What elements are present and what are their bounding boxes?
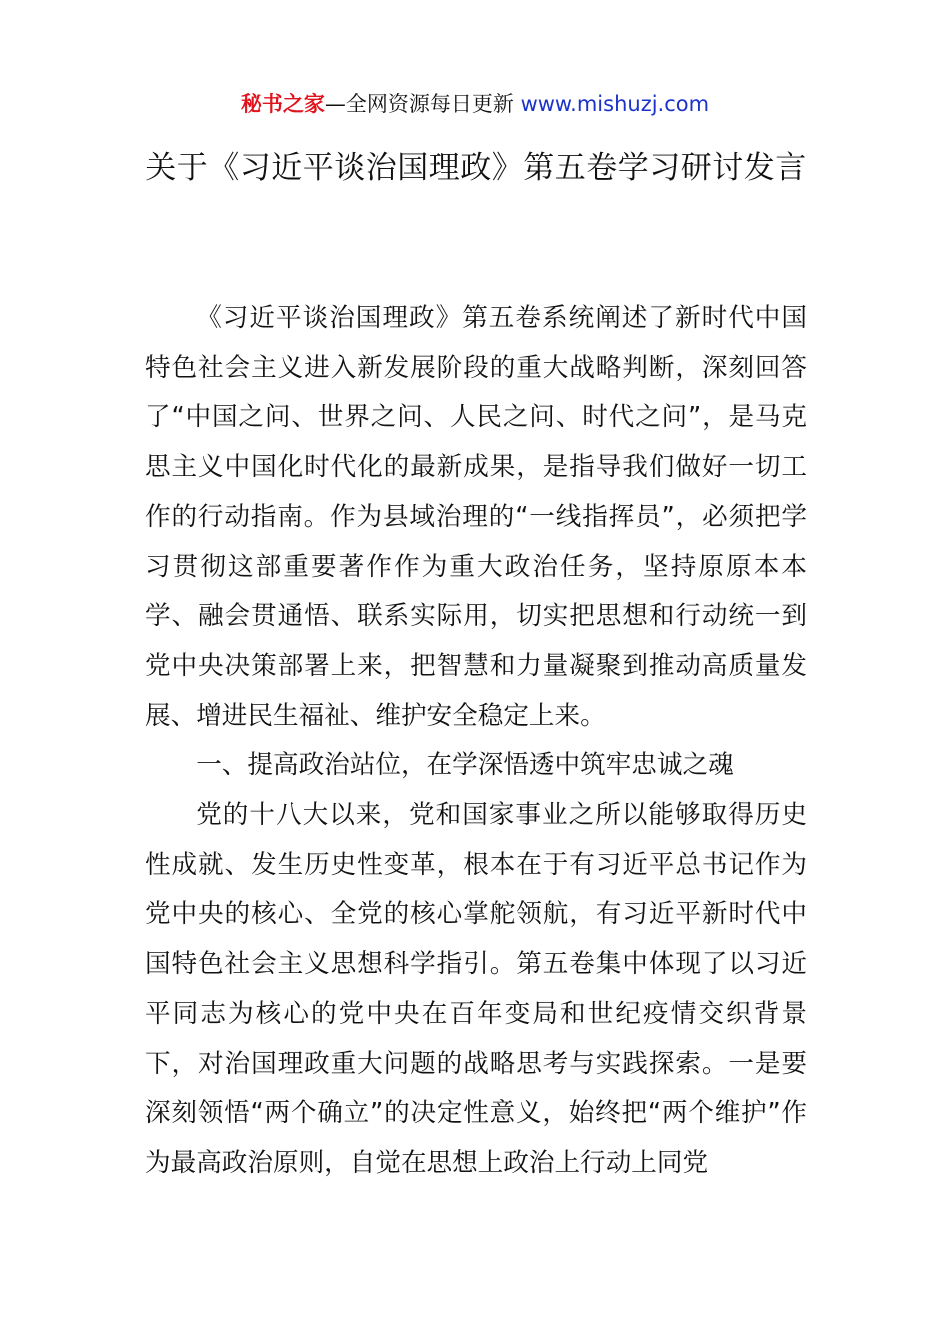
section-heading-1: 一、提高政治站位，在学深悟透中筑牢忠诚之魂 [196,750,734,781]
body-paragraph-1: 党的十八大以来，党和国家事业之所以能够取得历史性成就、发生历史性变革，根本在于有习近平总书记作为党中央的核心、全党的核心掌舵领航，有习近平新时代中国特色社会主义思想科学指引。第五卷集中体现了以习近平同志为核心的党中央在百年变局和世纪疫情交织背景下，对治国理政重大问题的战略思考与实践探索。一是要深刻领悟“两个确立”的决定性意义，始终把“两个维护”作为最高政治原则，自觉在思想上政治上行动上同党 [145,800,807,1178]
site-brand: 秘书之家 [240,92,325,116]
document-body [145,294,807,1189]
site-tagline: —全网资源每日更新 [324,92,514,116]
site-header [0,88,950,120]
site-url-link[interactable]: www.mishuzj.com [520,92,710,116]
body-paragraph-intro: 《习近平谈治国理政》第五卷系统阐述了新时代中国特色社会主义进入新发展阶段的重大战略判断，深刻回答了“中国之问、世界之问、人民之问、时代之问”，是马克思主义中国化时代化的最新成果，是指导我们做好一切工作的行动指南。作为县域治理的“一线指挥员”，必须把学习贯彻这部重要著作作为重大政治任务，坚持原原本本学、融会贯通悟、联系实际用，切实把思想和行动统一到党中央决策部署上来，把智慧和力量凝聚到推动高质量发展、增进民生福祉、维护安全稳定上来。 [145,303,807,731]
document-title: 关于《习近平谈治国理政》第五卷学习研讨发言 [145,150,807,186]
